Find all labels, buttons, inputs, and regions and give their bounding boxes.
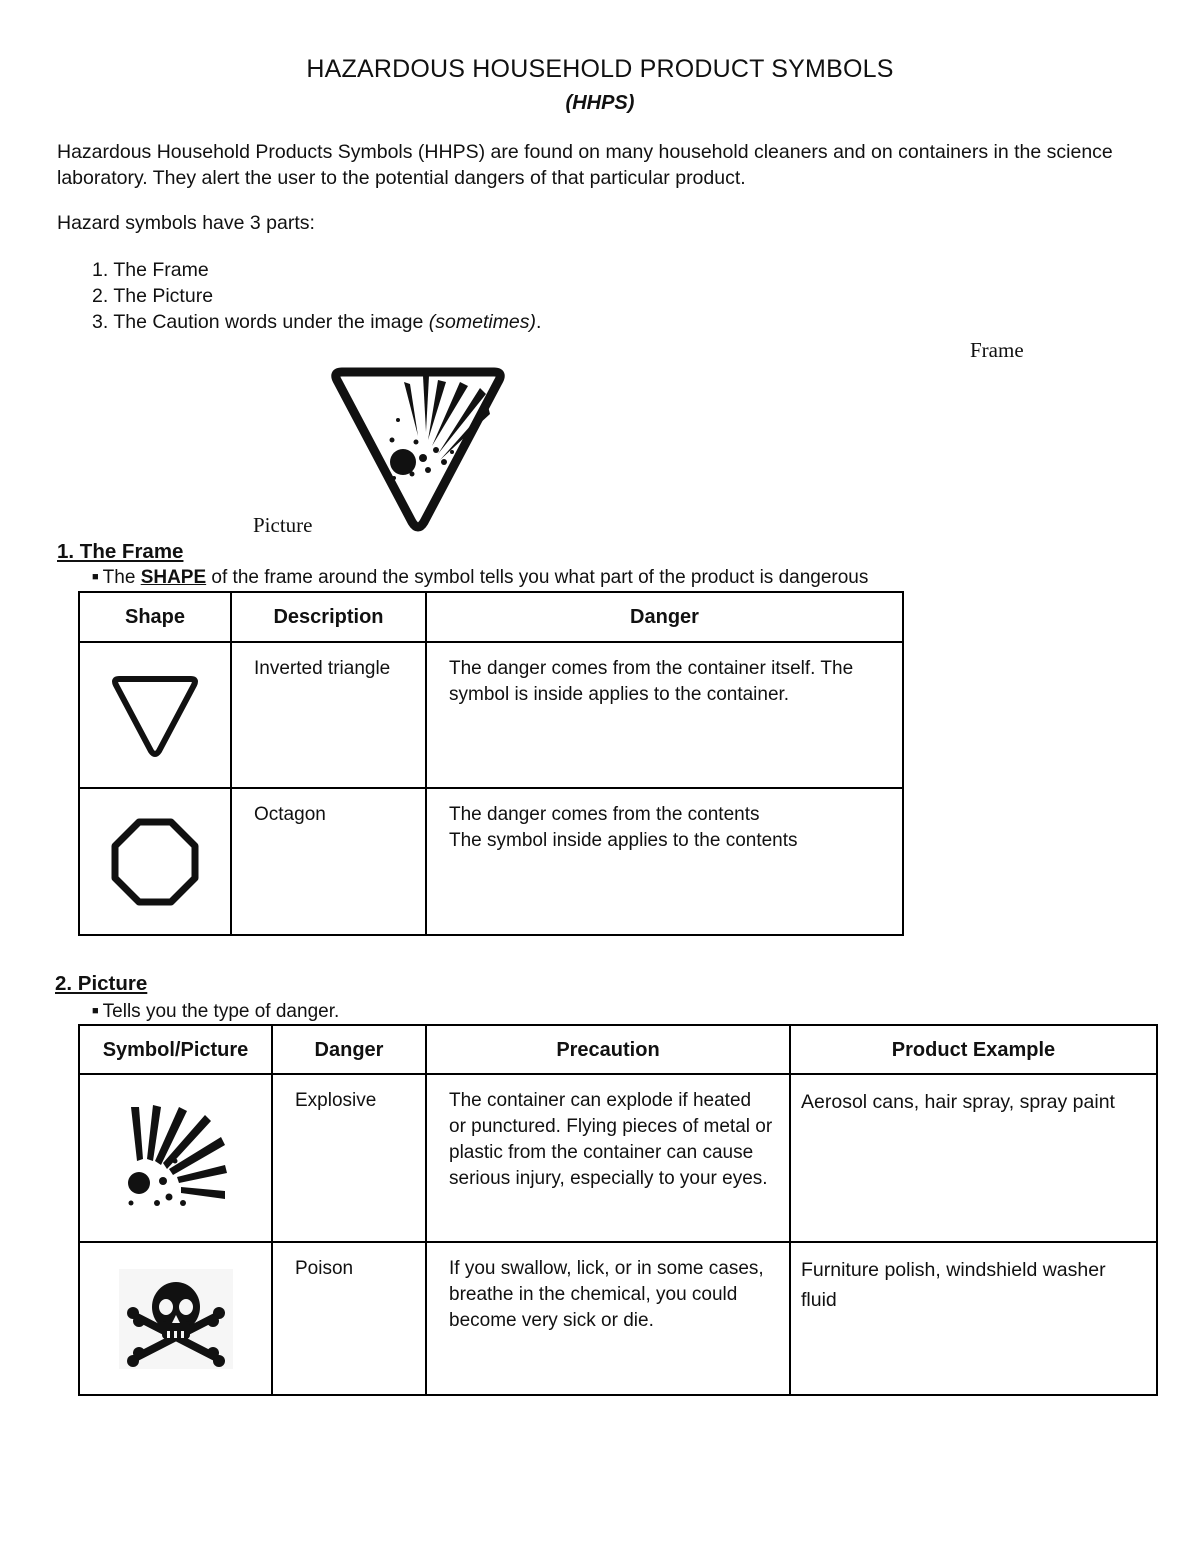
column-header-symbol: Symbol/Picture	[79, 1025, 272, 1074]
bullet-icon: ■	[92, 1005, 99, 1017]
explosive-inverted-triangle-icon	[328, 362, 508, 539]
column-header-danger: Danger	[426, 592, 903, 642]
precaution-cell: If you swallow, lick, or in some cases, breathe in the chemical, you could become very sick or die.	[426, 1242, 790, 1395]
shape-cell	[79, 788, 231, 935]
skull-crossbones-icon	[119, 1269, 233, 1369]
list-item: 2. The Picture	[92, 285, 214, 307]
column-header-description: Description	[231, 592, 426, 642]
table-header-row	[79, 592, 903, 642]
danger-cell: The danger comes from the container itself. The symbol is inside applies to the container.	[426, 642, 903, 788]
symbol-cell	[79, 1242, 272, 1395]
product-example-cell: Aerosol cans, hair spray, spray paint	[790, 1074, 1157, 1242]
shape-cell	[79, 642, 231, 788]
parts-list	[92, 257, 541, 335]
column-header-danger: Danger	[272, 1025, 426, 1074]
section-frame-bullet: ■ The SHAPE of the frame around the symbol tells you what part of the product is dangerous	[92, 567, 869, 588]
frame-label: Frame	[970, 338, 1024, 362]
inverted-triangle-icon	[109, 669, 201, 761]
frame-shape-table	[78, 591, 904, 936]
list-item: 1. The Frame	[92, 259, 209, 281]
shape-keyword: SHAPE	[140, 567, 207, 588]
section-frame-heading: 1. The Frame	[57, 540, 184, 563]
column-header-product-example: Product Example	[790, 1025, 1157, 1074]
column-header-shape: Shape	[79, 592, 231, 642]
section-picture-heading: 2. Picture	[55, 972, 148, 995]
danger-cell: Poison	[272, 1242, 426, 1395]
product-example-cell: Furniture polish, windshield washer fluid	[790, 1242, 1157, 1395]
table-row	[79, 1242, 1157, 1395]
parts-sometimes: (sometimes)	[428, 311, 537, 333]
intro-paragraph: Hazardous Household Products Symbols (HHPS) are found on many household cleaners and on containers in the science laboratory. They alert the user to the potential dangers of that particular product.	[57, 141, 1113, 189]
picture-label: Picture	[253, 513, 313, 537]
explosion-icon	[121, 1103, 231, 1213]
table-row	[79, 642, 903, 788]
precaution-cell: The container can explode if heated or punctured. Flying pieces of metal or plastic from the container can cause serious injury, especially to your eyes.	[426, 1074, 790, 1242]
description-cell: Octagon	[231, 788, 426, 935]
description-cell: Inverted triangle	[231, 642, 426, 788]
list-item: 3. The Caution words under the image (sometimes).	[92, 311, 542, 333]
bullet-icon: ■	[92, 571, 99, 583]
table-row	[79, 788, 903, 935]
octagon-icon	[109, 816, 201, 908]
table-row	[79, 1074, 1157, 1242]
picture-danger-table	[78, 1024, 1158, 1396]
danger-cell: The danger comes from the contents The symbol inside applies to the contents	[426, 788, 903, 935]
table-header-row	[79, 1025, 1157, 1074]
page-title: HAZARDOUS HOUSEHOLD PRODUCT SYMBOLS	[306, 55, 894, 83]
symbol-cell	[79, 1074, 272, 1242]
page-subtitle: (HHPS)	[565, 92, 635, 114]
column-header-precaution: Precaution	[426, 1025, 790, 1074]
section-picture-bullet: ■ Tells you the type of danger.	[92, 1001, 340, 1022]
danger-cell: Explosive	[272, 1074, 426, 1242]
parts-heading: Hazard symbols have 3 parts:	[57, 212, 315, 234]
